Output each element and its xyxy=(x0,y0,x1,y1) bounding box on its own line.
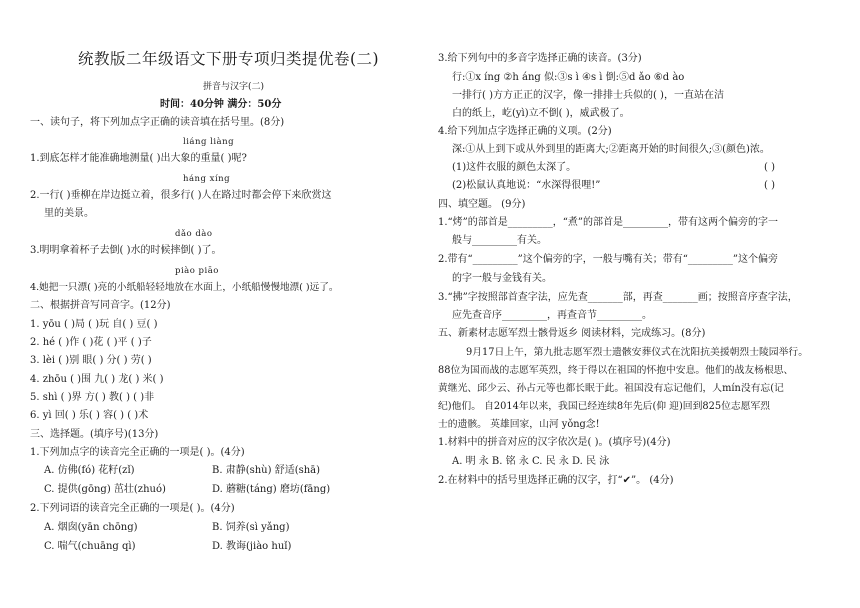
s3-q2-option-c: C. 喘气(chuāng qì) xyxy=(44,541,136,552)
s4-q3-line2: 应先查音序_________，再查音节_________。 xyxy=(452,310,652,321)
section-5-heading: 五、新素材志愿军烈士骸骨返乡 阅读材料，完成练习。(8分) xyxy=(438,328,706,339)
s3-q4-answer-1: ( ) xyxy=(764,162,775,173)
s3-q4-sentence-1: (1)这件衣服的颜色太深了。 xyxy=(452,162,577,173)
section-4-heading: 四、填空题。 (9分) xyxy=(438,199,526,210)
section-3-heading: 三、选择题。(填序号)(13分) xyxy=(30,429,159,440)
s1-q4: 4.她把一只漂( )亮的小纸船轻轻地放在水面上，小纸船慢慢地漂( )远了。 xyxy=(30,282,339,293)
s5-q1-options: A. 明 永 B. 铭 永 C. 民 永 D. 民 泳 xyxy=(452,456,610,467)
page-title: 统教版二年级语文下册专项归类提优卷(二) xyxy=(78,50,380,68)
s3-q1: 1.下列加点字的读音完全正确的一项是( )。(4分) xyxy=(30,447,245,458)
time-score: 时间：40分钟 满分：50分 xyxy=(160,99,282,110)
s3-q2-option-d: D. 教诲(jiào huǐ) xyxy=(212,541,292,552)
q1-pinyin: liáng liàng xyxy=(183,137,235,147)
subtitle: 拼音与汉字(二) xyxy=(203,82,265,92)
s1-q2-line2: 里的美景。 xyxy=(44,208,94,219)
s2-row-5: 5. shì ( )界 方( ) 教( ) ( )非 xyxy=(30,392,155,403)
passage-line-4: 纪)他们。 自2014年以来，我国已经连续8年先后(仰 迎)回到825位志愿军烈 xyxy=(438,401,771,412)
s3-q4-definitions: 深:①从上到下或从外到里的距离大;②距离开始的时间很久;③(颜色)浓。 xyxy=(452,144,770,155)
s1-q3: 3.明明拿着杯子去倒( )水的时候摔倒( )了。 xyxy=(30,245,222,256)
s3-q1-option-c: C. 提供(gōng) 茁壮(zhuó) xyxy=(44,484,166,495)
s4-q2-line2: 的字一般与金钱有关。 xyxy=(452,273,552,284)
s5-q1: 1.材料中的拼音对应的汉字依次是( )。(填序号)(4分) xyxy=(438,437,671,448)
s4-q1-line2: 般与_________有关。 xyxy=(452,235,547,246)
passage-line-1: 9月17日上午，第九批志愿军烈士遗骸安葬仪式在沈阳抗美援朝烈士陵园举行。 xyxy=(466,347,808,358)
s3-q1-option-a: A. 仿佛(fó) 花籽(zǐ) xyxy=(44,465,135,476)
s3-q3-options: 行:①x íng ②h áng 似:③s ì ④s ì 倒:⑤d ǎo ⑥d ào xyxy=(452,72,685,83)
s3-q1-option-b: B. 肃静(shù) 舒适(shā) xyxy=(212,465,321,476)
s3-q3-sentence-2: 白的纸上，屹(yì)立不倒( )，威武极了。 xyxy=(452,108,630,119)
s3-q2-option-b: B. 饲养(sì yǎng) xyxy=(212,522,290,533)
passage-line-2: 88位为国而战的志愿军英烈，终于得以在祖国的怀抱中安息。他们的战友杨根思、 xyxy=(438,365,794,376)
s2-row-3: 3. lèi ( )别 眼( ) 分( ) 劳( ) xyxy=(30,355,152,366)
s2-row-4: 4. zhōu ( )围 九( ) 龙( ) 米( ) xyxy=(30,374,164,385)
s3-q4: 4.给下列加点字选择正确的义项。(2分) xyxy=(438,126,612,137)
s5-q2: 2.在材料中的括号里选择正确的汉字，打“✔”。 (4分) xyxy=(438,475,674,486)
s4-q2-line1: 2.带有“_________”这个偏旁的字，一般与嘴有关；带有“_________”这个偏旁 xyxy=(438,254,778,265)
s3-q3: 3.给下列句中的多音字选择正确的读音。(3分) xyxy=(438,53,642,64)
section-1-heading: 一、读句子，将下列加点字正确的读音填在括号里。(8分) xyxy=(30,117,285,128)
right-column xyxy=(438,0,848,608)
q2-pinyin: háng xíng xyxy=(183,174,231,184)
s2-row-2: 2. hé ( )作 ( )花 ( )平 ( )子 xyxy=(30,337,152,348)
s1-q1: 1.到底怎样才能准确地测量( )出大象的重量( )呢? xyxy=(30,153,247,164)
s3-q2: 2.下列词语的读音完全正确的一项是( )。(4分) xyxy=(30,503,235,514)
left-column xyxy=(30,0,430,608)
s4-q1-line1: 1.“烤”的部首是_________，“煮”的部首是_________，带有这两个偏旁的字一 xyxy=(438,217,778,228)
s2-row-1: 1. yōu ( )局 ( )玩 自( ) 豆( ) xyxy=(30,319,158,330)
s4-q3-line1: 3.“拂”字按照部首查字法，应先查_______部，再查_______画；按照音序查字法， xyxy=(438,292,798,303)
q4-pinyin: piào piāo xyxy=(175,266,219,276)
q3-pinyin: dǎo dào xyxy=(175,229,213,239)
s1-q2-line1: 2.一行( )垂柳在岸边挺立着，很多行( )人在路过时都会停下来欣赏这 xyxy=(30,190,332,201)
s3-q3-sentence-1: 一排行( )方方正正的汉字，像一排排士兵似的( )，一直站在洁 xyxy=(452,90,724,101)
s3-q1-option-d: D. 蘑糖(táng) 磨坊(fāng) xyxy=(212,484,331,495)
s3-q4-answer-2: ( ) xyxy=(764,180,775,191)
s2-row-6: 6. yì 回( ) 乐( ) 容( ) ( )术 xyxy=(30,410,149,421)
s3-q2-option-a: A. 烟囱(yān chōng) xyxy=(44,522,138,533)
section-2-heading: 二、根据拼音写同音字。(12分) xyxy=(30,300,171,311)
passage-line-3: 黄继光、邱少云、孙占元等也都长眠于此。祖国没有忘记他们，人mín没有忘(记 xyxy=(438,383,784,394)
passage-line-5: 士的遗骸。 英雄回家，山河 yǒng念! xyxy=(438,419,600,430)
s3-q4-sentence-2: (2)松鼠认真地说：“水深得很哩!” xyxy=(452,180,601,191)
